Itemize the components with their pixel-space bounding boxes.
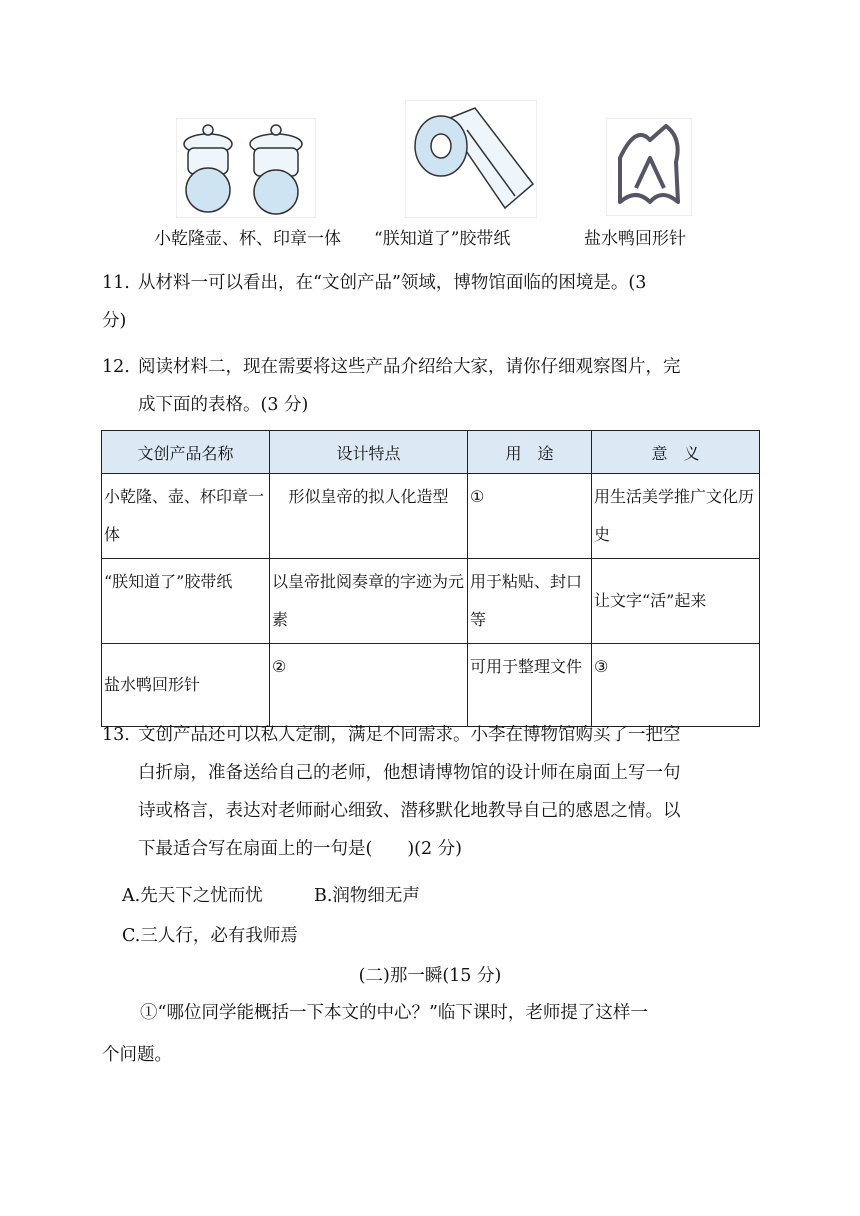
table-cell: 形似皇帝的拟人化造型 — [270, 474, 468, 559]
table-cell: 可用于整理文件 — [468, 644, 592, 727]
option-c: C.三人行，必有我师焉 — [122, 926, 298, 946]
question-number: 13. — [102, 725, 130, 745]
question-12 — [102, 348, 762, 424]
table-header-row — [102, 431, 760, 474]
caption-clip: 盐水鸭回形针 — [584, 229, 686, 249]
paragraph-line: ①“哪位同学能概括一下本文的中心？”临下课时，老师提了这样一 — [140, 1003, 648, 1023]
table-cell: “朕知道了”胶带纸 — [102, 559, 270, 644]
section-title: (二)那一瞬(15 分) — [358, 966, 502, 986]
table-cell: ① — [468, 474, 592, 559]
duck-clip-figure — [606, 118, 692, 216]
paragraph-line: 个问题。 — [102, 1045, 172, 1065]
table-cell: 用于粘贴、封口等 — [468, 559, 592, 644]
table-row — [102, 559, 760, 644]
table-header: 用 途 — [468, 431, 592, 474]
product-table — [101, 430, 760, 727]
table-row — [102, 474, 760, 559]
table-cell: 小乾隆、壶、杯印章一体 — [102, 474, 270, 559]
table-cell: 用生活美学推广文化历史 — [592, 474, 760, 559]
question-number: 12. — [102, 357, 130, 377]
question-text-cont: 下最适合写在扇面上的一句是( )(2 分) — [138, 839, 463, 859]
question-11 — [102, 264, 762, 340]
table-header: 文创产品名称 — [102, 431, 270, 474]
table-cell: ③ — [592, 644, 760, 727]
question-text: 文创产品还可以私人定制，满足不同需求。小李在博物馆购买了一把空 — [138, 725, 681, 745]
question-text-cont: 诗或格言，表达对老师耐心细致、潜移默化地教导自己的感恩之情。以 — [138, 801, 681, 821]
option-b: B.润物细无声 — [314, 886, 420, 906]
table-cell: 以皇帝批阅奏章的字迹为元素 — [270, 559, 468, 644]
question-text-cont: 成下面的表格。(3 分) — [138, 395, 309, 415]
question-number: 11. — [102, 273, 130, 293]
option-a: A.先天下之忧而忧 — [122, 886, 263, 906]
question-text-cont: 白折扇，准备送给自己的老师，他想请博物馆的设计师在扇面上写一句 — [138, 763, 681, 783]
table-header: 设计特点 — [270, 431, 468, 474]
table-cell: 让文字“活”起来 — [592, 559, 760, 644]
question-text: 阅读材料二，现在需要将这些产品介绍给大家，请你仔细观察图片，完 — [138, 357, 681, 377]
table-header: 意 义 — [592, 431, 760, 474]
caption-teapot: 小乾隆壶、杯、印章一体 — [154, 229, 341, 249]
question-text: 从材料一可以看出，在“文创产品”领域，博物馆面临的困境是。(3 — [138, 273, 647, 293]
product-figures — [0, 100, 860, 220]
question-13 — [102, 716, 762, 868]
table-cell: ② — [270, 644, 468, 727]
caption-tape: “朕知道了”胶带纸 — [374, 229, 511, 249]
table-row — [102, 644, 760, 727]
table-cell: 盐水鸭回形针 — [102, 644, 270, 727]
question-text-cont: 分) — [102, 311, 127, 331]
teapot-cup-seal-figure — [176, 118, 316, 218]
tape-roll-figure — [405, 100, 537, 218]
paragraph-1 — [102, 992, 762, 1076]
